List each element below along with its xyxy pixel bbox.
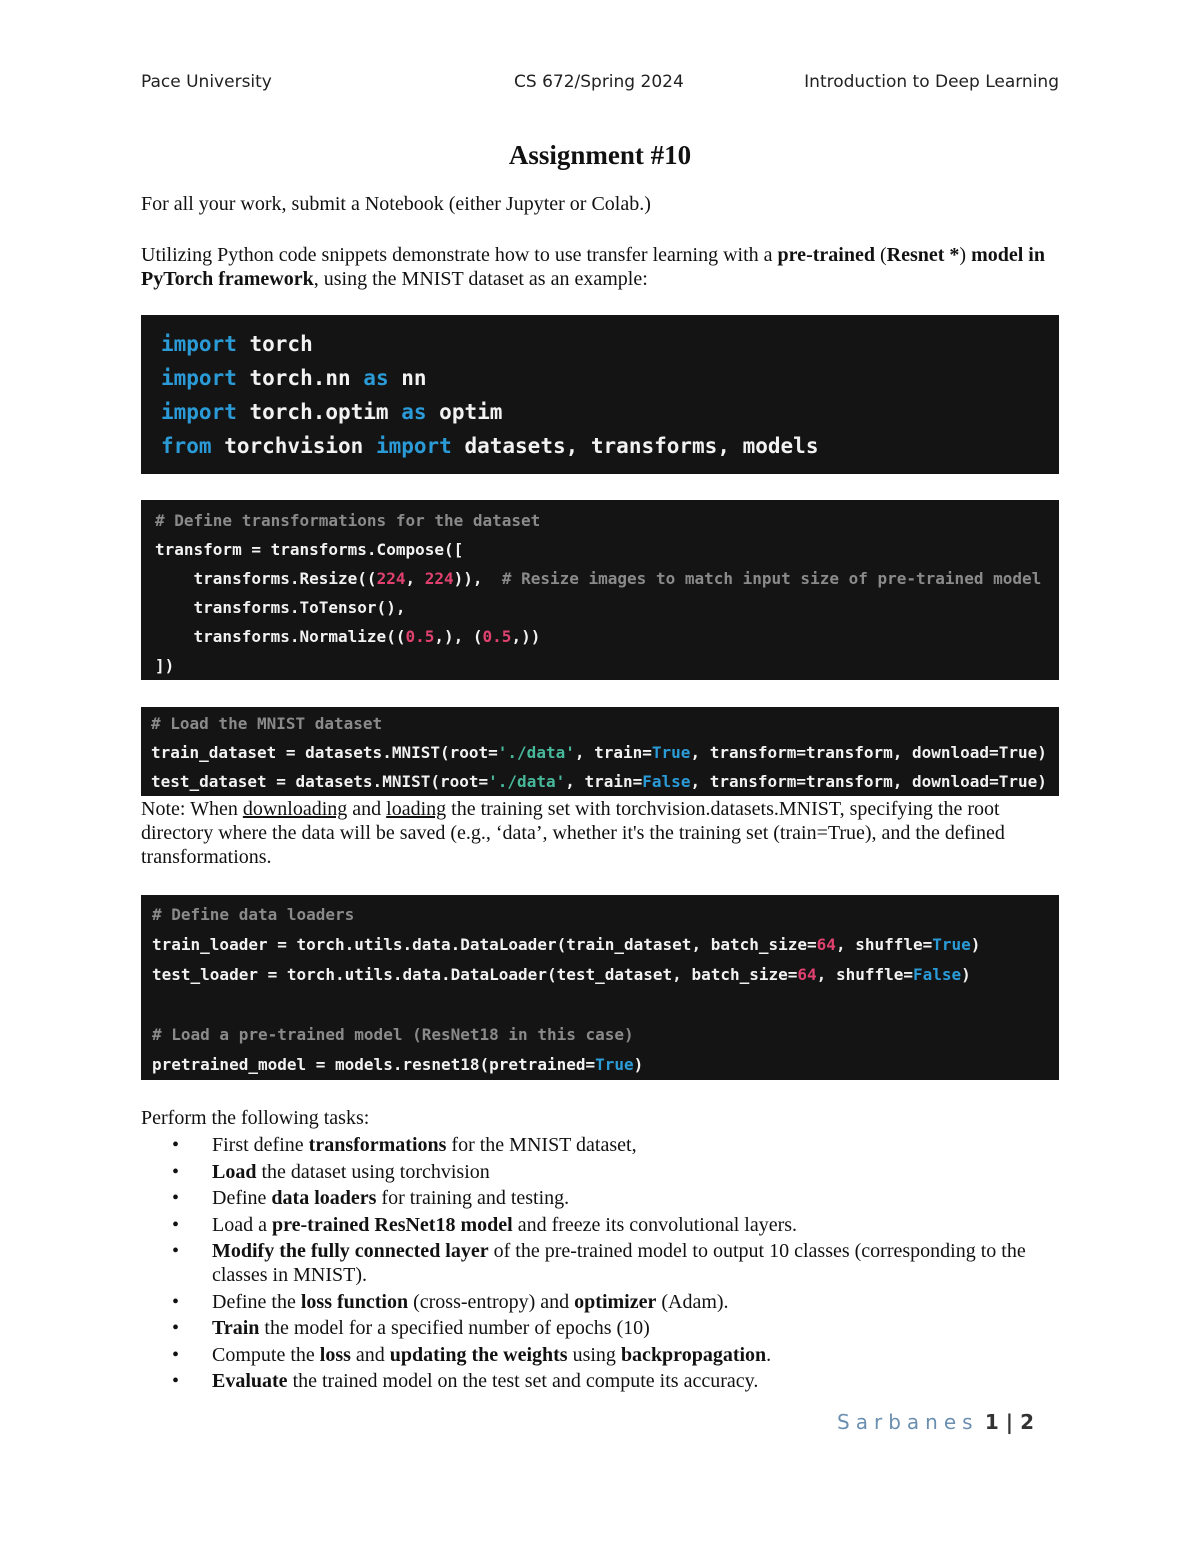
code-line: transforms.ToTensor(), <box>155 598 406 617</box>
page-total: 2 <box>1020 1410 1034 1434</box>
code-comment: # Define data loaders <box>152 905 355 924</box>
code-line: transforms.Resize((224, 224)), # Resize images to match input size of pre-trained model <box>155 569 1042 588</box>
code-comment: # Load the MNIST dataset <box>151 714 383 733</box>
page-header <box>141 72 1059 102</box>
task-list <box>141 1133 1061 1396</box>
list-item: • Modify the fully connected layer of the pre-trained model to output 10 classes (corresponding to the classes in MNIST). <box>141 1239 1061 1287</box>
code-line: import torch <box>161 332 313 356</box>
assignment-description: Utilizing Python code snippets demonstrate how to use transfer learning with a pre-trained (Resnet *) model in PyTorch framework, using the MNIST dataset as an example: <box>141 244 1045 290</box>
page-number: 1 <box>984 1410 999 1434</box>
list-item: • Evaluate the trained model on the test set and compute its accuracy. <box>141 1369 1061 1393</box>
code-blank-line <box>152 990 1059 1020</box>
list-item: • Compute the loss and updating the weights using backpropagation. <box>141 1343 1061 1367</box>
code-line: transform = transforms.Compose([ <box>155 540 464 559</box>
code-line: transforms.Normalize((0.5,), (0.5,)) <box>155 627 541 646</box>
code-block-transforms <box>141 500 1059 680</box>
header-course: CS 672/Spring 2024 <box>514 72 684 92</box>
assignment-title: Assignment #10 <box>508 140 692 170</box>
code-line: test_loader = torch.utils.data.DataLoader(test_dataset, batch_size=64, shuffle=False) <box>152 965 971 984</box>
code-line: ]) <box>155 656 175 675</box>
code-comment: # Load a pre-trained model (ResNet18 in this case) <box>152 1025 634 1044</box>
tasks-intro: Perform the following tasks: <box>141 1107 370 1129</box>
code-comment: # Define transformations for the dataset <box>155 511 541 530</box>
list-item: • Load the dataset using torchvision <box>141 1160 1061 1184</box>
submission-instructions: For all your work, submit a Notebook (either Jupyter or Colab.) <box>141 193 651 215</box>
code-line: import torch.optim as optim <box>161 400 503 424</box>
list-item: • First define transformations for the MNIST dataset, <box>141 1133 1061 1157</box>
code-line: import torch.nn as nn <box>161 366 427 390</box>
list-item: • Train the model for a specified number of epochs (10) <box>141 1316 1061 1340</box>
list-item: • Define the loss function (cross-entropy) and optimizer (Adam). <box>141 1290 1061 1314</box>
list-item: • Load a pre-trained ResNet18 model and freeze its convolutional layers. <box>141 1213 1061 1237</box>
page-separator: | <box>998 1410 1021 1434</box>
page-footer <box>837 1410 1034 1434</box>
code-line: train_loader = torch.utils.data.DataLoader(train_dataset, batch_size=64, shuffle=True) <box>152 935 981 954</box>
footer-author: Sarbanes <box>837 1410 979 1434</box>
header-university: Pace University <box>141 72 272 92</box>
code-block-imports <box>141 315 1059 474</box>
code-line: train_dataset = datasets.MNIST(root='./data', train=True, transform=transform, download=True) <box>151 743 1047 762</box>
code-line: from torchvision import datasets, transforms, models <box>161 434 819 458</box>
code-line: test_dataset = datasets.MNIST(root='./data', train=False, transform=transform, download=True) <box>151 772 1047 791</box>
download-note: Note: When downloading and loading the training set with torchvision.datasets.MNIST, specifying the root directory where the data will be saved (e.g., ‘data’, whether it's the training set (train=True), and the defined transformations. <box>141 798 1005 868</box>
header-course-title: Introduction to Deep Learning <box>804 72 1059 92</box>
list-item: • Define data loaders for training and testing. <box>141 1186 1061 1210</box>
code-block-dataset <box>141 707 1059 796</box>
code-block-loaders <box>141 895 1059 1080</box>
code-line: pretrained_model = models.resnet18(pretrained=True) <box>152 1055 644 1074</box>
